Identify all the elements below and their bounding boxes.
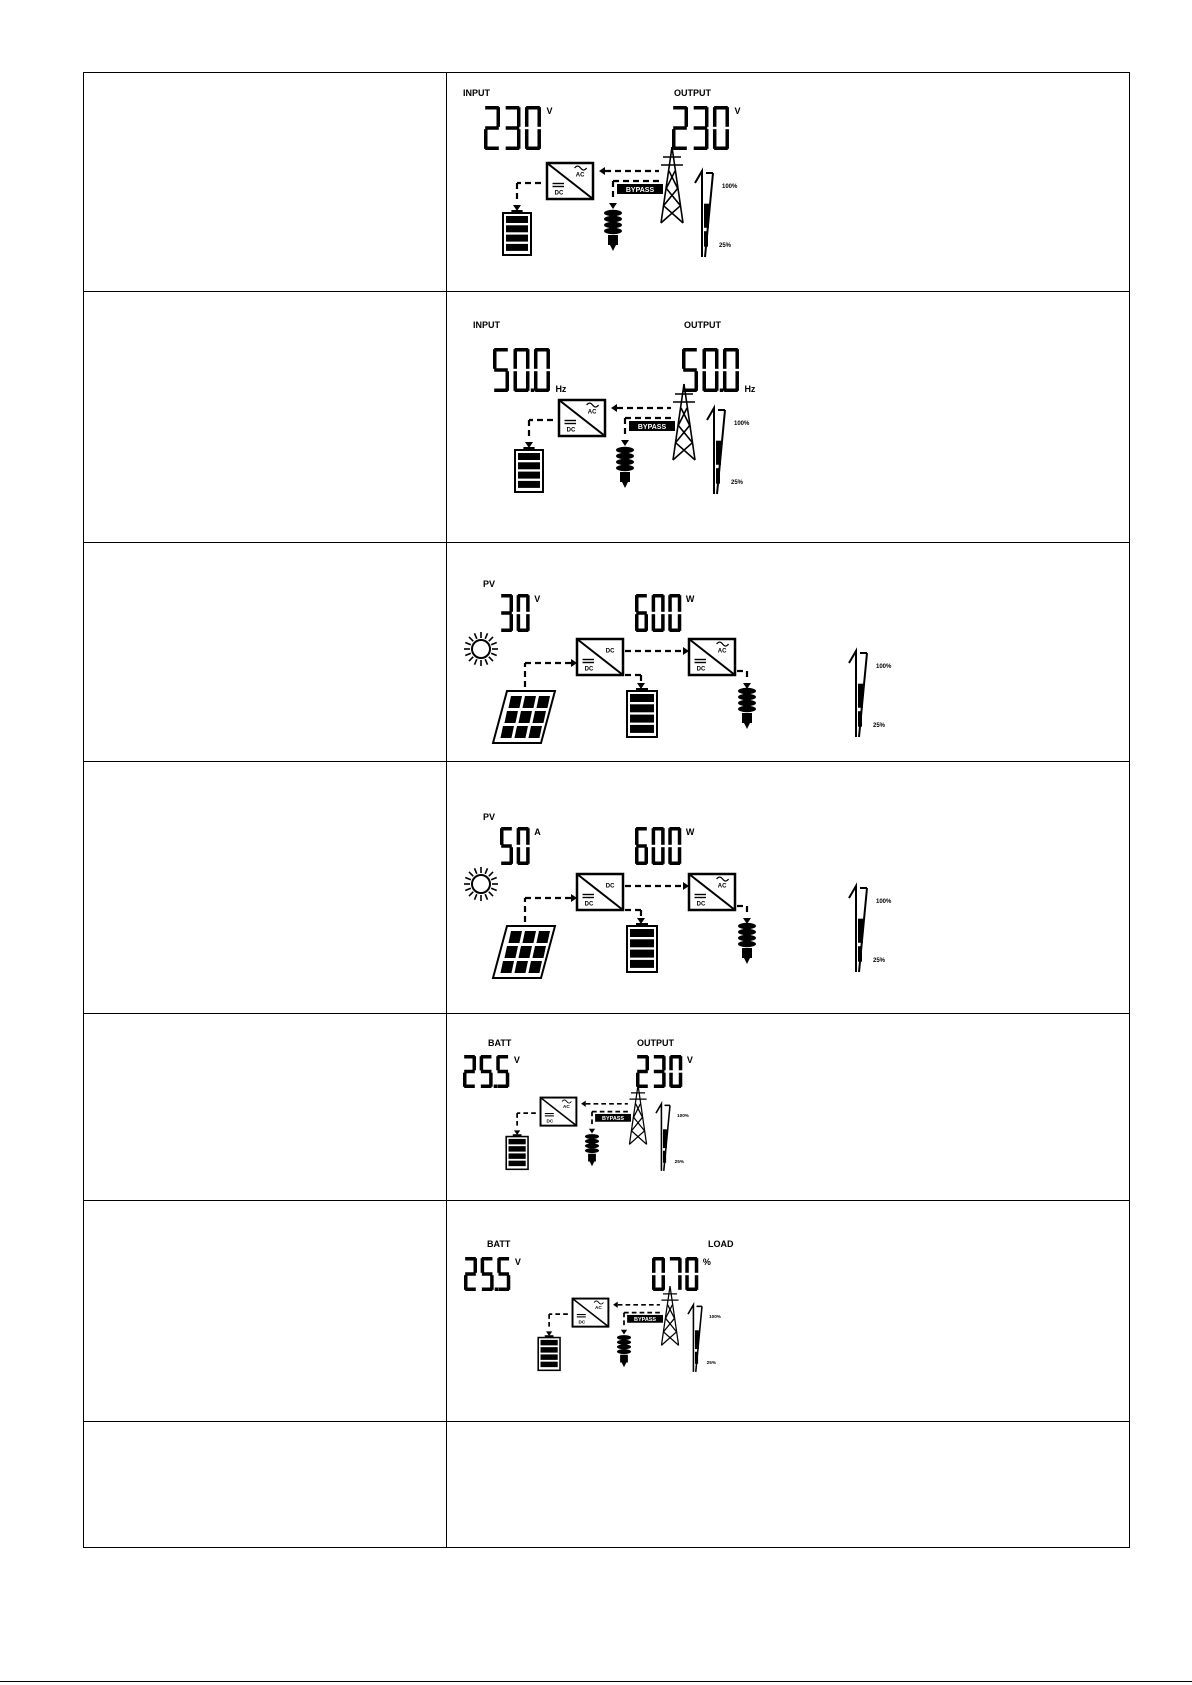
svg-text:OUTPUT: OUTPUT bbox=[674, 88, 711, 98]
power-flow-diagram bbox=[464, 867, 892, 978]
svg-text:100%: 100% bbox=[734, 421, 750, 427]
svg-text:INPUT: INPUT bbox=[473, 320, 500, 330]
svg-text:DC: DC bbox=[696, 666, 706, 673]
converter-icon bbox=[577, 639, 623, 675]
table-row bbox=[84, 73, 1130, 292]
svg-text:V: V bbox=[546, 106, 553, 116]
svg-text:DC: DC bbox=[605, 648, 615, 655]
battery-icon bbox=[515, 447, 543, 492]
lcd-screen-cell bbox=[447, 543, 1130, 762]
lcd-screen bbox=[447, 292, 1131, 543]
lcd-screen bbox=[447, 1014, 1131, 1201]
seven-segment-readout bbox=[464, 1257, 510, 1291]
svg-text:V: V bbox=[514, 1257, 521, 1267]
description-cell bbox=[84, 543, 447, 762]
svg-text:DC: DC bbox=[546, 1118, 554, 1124]
description-cell bbox=[84, 1422, 447, 1548]
svg-text:V: V bbox=[534, 594, 541, 604]
table-row bbox=[84, 292, 1130, 543]
svg-text:V: V bbox=[686, 1055, 693, 1065]
seven-segment-readout bbox=[484, 106, 541, 150]
load-bulb-icon bbox=[738, 923, 756, 964]
svg-text:BYPASS: BYPASS bbox=[634, 1317, 657, 1324]
converter-icon bbox=[547, 163, 593, 199]
lcd-screen-cell bbox=[447, 292, 1130, 543]
svg-text:AC: AC bbox=[594, 1305, 602, 1311]
svg-text:DC: DC bbox=[605, 883, 615, 890]
load-level-meter bbox=[695, 171, 738, 257]
load-level-bar bbox=[663, 1151, 666, 1163]
seven-segment-readout bbox=[493, 348, 550, 392]
battery-icon bbox=[503, 210, 531, 255]
svg-text:25%: 25% bbox=[674, 1159, 685, 1165]
table-row bbox=[84, 1422, 1130, 1548]
lcd-screen bbox=[447, 762, 1131, 1014]
load-bulb-icon bbox=[617, 1335, 631, 1367]
description-cell bbox=[84, 292, 447, 543]
svg-text:25%: 25% bbox=[719, 243, 732, 249]
power-flow-diagram bbox=[506, 1085, 690, 1171]
load-level-bar bbox=[716, 468, 720, 483]
svg-text:AC: AC bbox=[587, 409, 597, 416]
load-level-bar bbox=[716, 441, 721, 465]
load-bulb-icon bbox=[738, 688, 756, 729]
converter-icon bbox=[689, 874, 735, 910]
power-flow-diagram bbox=[464, 632, 892, 743]
svg-text:BATT: BATT bbox=[487, 1239, 511, 1249]
svg-text:25%: 25% bbox=[873, 723, 886, 729]
lcd-screen bbox=[447, 73, 1131, 292]
svg-text:W: W bbox=[685, 594, 695, 604]
load-level-bar bbox=[858, 919, 863, 943]
svg-text:AC: AC bbox=[562, 1104, 570, 1110]
load-bulb-icon bbox=[604, 210, 622, 251]
load-level-bar bbox=[858, 711, 862, 726]
load-bulb-icon bbox=[585, 1134, 599, 1166]
empty-screen-cell bbox=[447, 1422, 1130, 1548]
svg-text:BYPASS: BYPASS bbox=[602, 1116, 625, 1123]
converter-icon bbox=[689, 639, 735, 675]
sun-icon bbox=[464, 867, 498, 901]
svg-text:100%: 100% bbox=[876, 899, 892, 905]
svg-text:BYPASS: BYPASS bbox=[637, 424, 667, 431]
converter-icon bbox=[559, 400, 605, 436]
battery-icon bbox=[506, 1134, 528, 1169]
svg-text:V: V bbox=[734, 106, 741, 116]
seven-segment-readout bbox=[635, 594, 681, 632]
grid-tower-icon bbox=[673, 384, 695, 460]
seven-segment-readout bbox=[635, 827, 681, 865]
grid-tower-icon bbox=[661, 147, 683, 223]
decimal-point bbox=[495, 1288, 499, 1292]
decimal-point bbox=[494, 1085, 498, 1089]
svg-text:W: W bbox=[685, 827, 695, 837]
table-row bbox=[84, 762, 1130, 1014]
page-footer-rule bbox=[0, 1681, 1192, 1682]
table-row bbox=[84, 1201, 1130, 1422]
svg-text:BYPASS: BYPASS bbox=[625, 187, 655, 194]
svg-text:25%: 25% bbox=[706, 1360, 717, 1366]
lcd-screen bbox=[447, 543, 1131, 762]
load-level-meter bbox=[656, 1104, 690, 1171]
sun-icon bbox=[464, 632, 498, 666]
svg-text:DC: DC bbox=[696, 901, 706, 908]
table-row bbox=[84, 1014, 1130, 1201]
svg-text:25%: 25% bbox=[731, 480, 744, 486]
svg-text:Hz: Hz bbox=[555, 384, 567, 394]
description-cell bbox=[84, 1201, 447, 1422]
svg-text:V: V bbox=[513, 1055, 520, 1065]
svg-text:%: % bbox=[702, 1257, 711, 1267]
svg-text:AC: AC bbox=[717, 648, 727, 655]
svg-text:100%: 100% bbox=[876, 664, 892, 670]
description-cell bbox=[84, 73, 447, 292]
svg-text:DC: DC bbox=[584, 666, 594, 673]
seven-segment-readout bbox=[682, 348, 739, 392]
svg-text:DC: DC bbox=[584, 901, 594, 908]
grid-tower-icon bbox=[661, 1286, 678, 1345]
decimal-point bbox=[720, 389, 724, 393]
seven-segment-readout bbox=[652, 1257, 698, 1291]
svg-text:DC: DC bbox=[578, 1319, 586, 1325]
svg-text:DC: DC bbox=[566, 427, 576, 434]
lcd-screen-cell bbox=[447, 1014, 1130, 1201]
load-level-meter bbox=[849, 886, 892, 972]
power-flow-diagram bbox=[515, 384, 750, 494]
svg-text:100%: 100% bbox=[677, 1113, 689, 1119]
lcd-screen-cell bbox=[447, 762, 1130, 1014]
svg-text:100%: 100% bbox=[722, 184, 738, 190]
description-cell bbox=[84, 1014, 447, 1201]
seven-segment-readout bbox=[501, 594, 529, 632]
svg-text:AC: AC bbox=[575, 172, 585, 179]
grid-tower-icon bbox=[629, 1085, 646, 1144]
svg-text:BATT: BATT bbox=[488, 1038, 512, 1048]
seven-segment-readout bbox=[636, 1055, 682, 1088]
lcd-screen bbox=[447, 1201, 1131, 1422]
lcd-screen-cell bbox=[447, 73, 1130, 292]
table-row bbox=[84, 543, 1130, 762]
load-level-meter bbox=[688, 1305, 722, 1372]
battery-icon bbox=[538, 1335, 560, 1370]
converter-icon bbox=[577, 874, 623, 910]
svg-text:LOAD: LOAD bbox=[708, 1239, 734, 1249]
seven-segment-readout bbox=[463, 1055, 509, 1088]
load-level-bar bbox=[663, 1129, 667, 1148]
battery-icon bbox=[627, 688, 657, 737]
power-flow-diagram bbox=[538, 1286, 722, 1372]
svg-text:DC: DC bbox=[554, 190, 564, 197]
svg-text:25%: 25% bbox=[873, 958, 886, 964]
power-flow-diagram bbox=[503, 147, 738, 257]
svg-text:AC: AC bbox=[717, 883, 727, 890]
solar-panel-icon bbox=[493, 926, 555, 978]
svg-text:Hz: Hz bbox=[744, 384, 756, 394]
load-level-bar bbox=[858, 684, 863, 708]
seven-segment-readout bbox=[672, 106, 729, 150]
load-level-bar bbox=[704, 204, 709, 228]
svg-text:INPUT: INPUT bbox=[463, 88, 490, 98]
seven-segment-readout bbox=[500, 827, 530, 865]
svg-text:OUTPUT: OUTPUT bbox=[684, 320, 721, 330]
lcd-screen-cell bbox=[447, 1201, 1130, 1422]
svg-text:A: A bbox=[534, 827, 541, 837]
svg-text:PV: PV bbox=[483, 579, 496, 589]
load-level-meter bbox=[849, 651, 892, 737]
lcd-display-table bbox=[83, 72, 1130, 1548]
load-level-meter bbox=[707, 408, 750, 494]
svg-text:100%: 100% bbox=[709, 1314, 721, 1320]
description-cell bbox=[84, 762, 447, 1014]
load-level-bar bbox=[858, 946, 862, 961]
svg-text:OUTPUT: OUTPUT bbox=[637, 1038, 674, 1048]
converter-icon bbox=[573, 1299, 609, 1327]
load-level-bar bbox=[704, 231, 708, 246]
solar-panel-icon bbox=[493, 691, 555, 743]
converter-icon bbox=[541, 1098, 577, 1126]
svg-text:PV: PV bbox=[483, 812, 496, 822]
battery-icon bbox=[627, 923, 657, 972]
decimal-point bbox=[531, 389, 535, 393]
load-bulb-icon bbox=[616, 447, 634, 488]
load-level-bar bbox=[695, 1330, 699, 1349]
load-level-bar bbox=[695, 1352, 698, 1364]
